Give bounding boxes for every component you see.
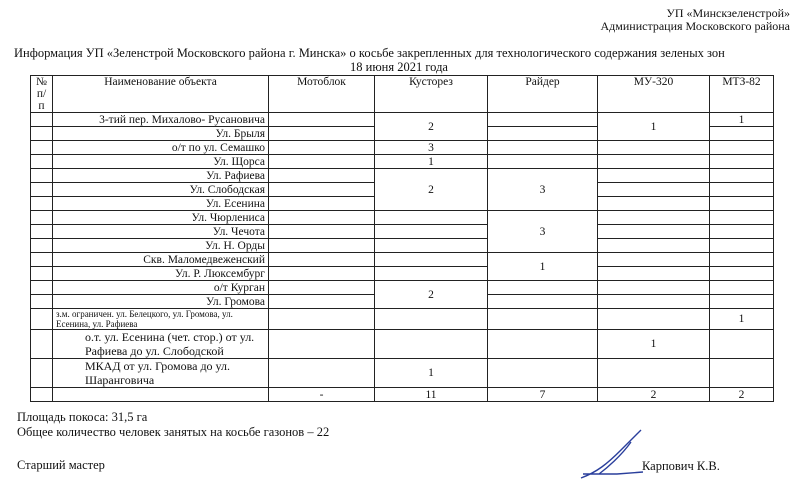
object-name: Ул. Слободская [53, 183, 269, 197]
object-name: Скв. Маломедвеженский [53, 253, 269, 267]
table-row [31, 281, 774, 295]
cell-mtz82: 1 [710, 113, 774, 127]
object-name: о/т по ул. Семашко [53, 141, 269, 155]
table-row [31, 155, 774, 169]
table-row [31, 225, 774, 239]
total-kustorez: 11 [375, 388, 488, 402]
people-count: Общее количество человек занятых на косьбе газонов – 22 [17, 425, 330, 439]
object-name: Ул. Есенина [53, 197, 269, 211]
cell-kustorez: 3 [375, 141, 488, 155]
object-name: Ул. Брыля [53, 127, 269, 141]
col-number: № п/п [31, 76, 53, 113]
cell-kustorez: 2 [375, 281, 488, 309]
total-rider: 7 [488, 388, 598, 402]
col-mu320: МУ-320 [598, 76, 710, 113]
org-line-2: Администрация Московского района [600, 19, 790, 33]
object-name: Ул. Чечота [53, 225, 269, 239]
totals-row [31, 388, 774, 402]
document-title [14, 46, 784, 74]
title-text: Информация УП «Зеленстрой Московского района г. Минска» о косьбе закрепленных для технологического содержания зеленых зон [14, 46, 725, 60]
table-header-row [31, 76, 774, 113]
col-object-name: Наименование объекта [53, 76, 269, 113]
object-name: о.т. ул. Есенина (чет. стор.) от ул. Рафиева до ул. Слободской [53, 330, 269, 359]
cell-rider: 3 [488, 211, 598, 253]
total-mtz82: 2 [710, 388, 774, 402]
object-name: 3-тий пер. Михалово- Русановича [53, 113, 269, 127]
col-mtz82: МТЗ-82 [710, 76, 774, 113]
table-row [31, 239, 774, 253]
object-name: Ул. Н. Орды [53, 239, 269, 253]
table-row [31, 359, 774, 388]
object-name: Ул. Щорса [53, 155, 269, 169]
object-name: о/т Курган [53, 281, 269, 295]
mowing-area: Площадь покоса: 31,5 га [17, 410, 148, 424]
total-motoblok: - [269, 388, 375, 402]
object-name: Ул. Рафиева [53, 169, 269, 183]
signature [577, 428, 647, 484]
cell-kustorez: 2 [375, 169, 488, 211]
cell-kustorez: 1 [375, 359, 488, 388]
table-row [31, 169, 774, 183]
col-kustorez: Кусторез [375, 76, 488, 113]
object-name: Ул. Чюрлениса [53, 211, 269, 225]
col-rider: Райдер [488, 76, 598, 113]
signer-name: Карпович К.В. [642, 459, 720, 473]
table-row [31, 267, 774, 281]
org-line-1: УП «Минскзеленстрой» [666, 6, 790, 20]
col-motoblok: Мотоблок [269, 76, 375, 113]
object-name: Ул. Р. Люксембург [53, 267, 269, 281]
object-name: Ул. Громова [53, 295, 269, 309]
object-name: з.м. ограничен. ул. Белецкого, ул. Громова, ул. Есенина, ул. Рафиева [53, 309, 269, 330]
mowing-table [30, 75, 774, 402]
report-date: 18 июня 2021 года [350, 60, 448, 74]
cell-mu320: 1 [598, 113, 710, 141]
object-name: МКАД от ул. Громова до ул. Шаранговича [53, 359, 269, 388]
table-row [31, 141, 774, 155]
cell-kustorez: 1 [375, 155, 488, 169]
table-row [31, 309, 774, 330]
cell-rider: 1 [488, 253, 598, 281]
cell-mtz82: 1 [710, 309, 774, 330]
cell-rider: 3 [488, 169, 598, 211]
organization-header [600, 7, 790, 33]
table-row [31, 330, 774, 359]
total-mu320: 2 [598, 388, 710, 402]
cell-kustorez: 2 [375, 113, 488, 141]
signer-position: Старший мастер [17, 458, 105, 472]
table-row [31, 253, 774, 267]
table-row [31, 113, 774, 127]
table-row [31, 211, 774, 225]
cell-mu320: 1 [598, 330, 710, 359]
